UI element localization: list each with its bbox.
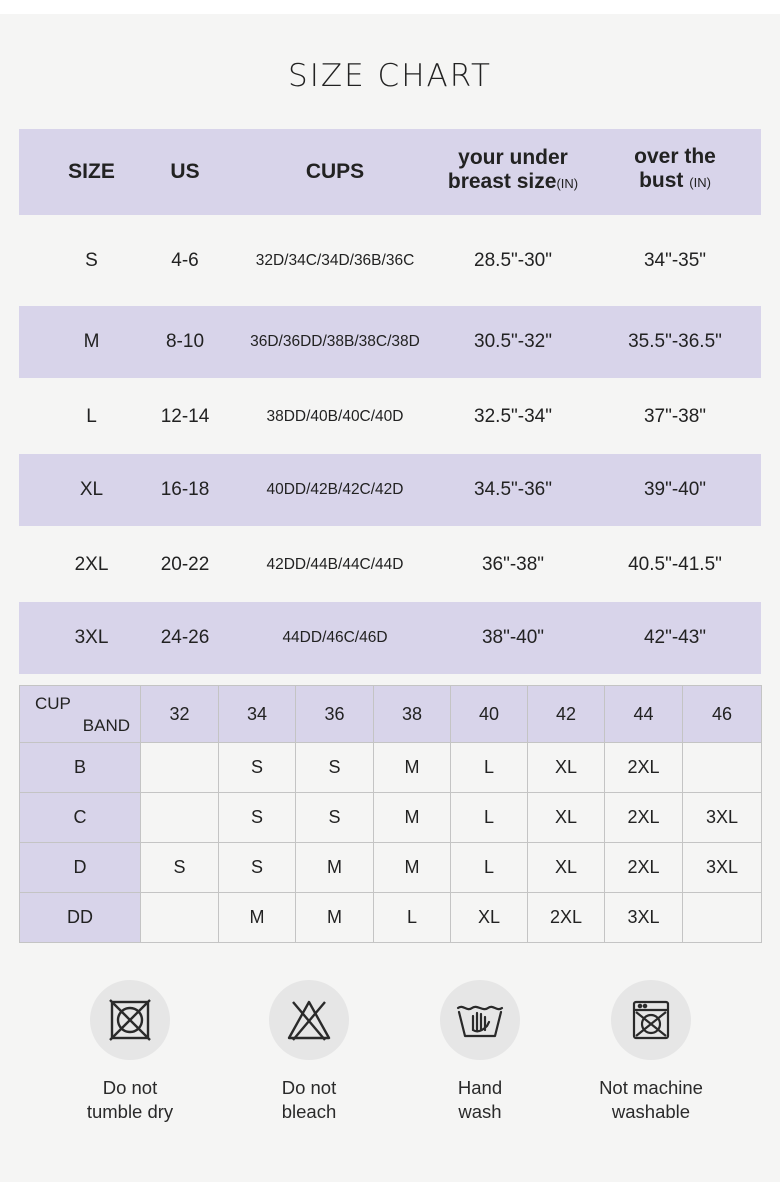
size-cell-bust: 37"-38" — [643, 406, 707, 427]
corner-band-label: BAND — [82, 716, 130, 735]
size-cell-underbust: 34.5"-36" — [474, 479, 552, 500]
size-cell-size: L — [86, 406, 97, 427]
size-cell-underbust: 30.5"-32" — [474, 331, 552, 352]
size-cell-bust: 35.5"-36.5" — [628, 331, 722, 352]
size-cell-cups: 40DD/42B/42C/42D — [266, 481, 404, 498]
size-cell-us: 12-14 — [160, 406, 210, 427]
grid-cell — [683, 893, 762, 943]
grid-cell: 3XL — [605, 893, 683, 943]
grid-cell: M — [374, 743, 451, 793]
size-cell-cups: 44DD/46C/46D — [282, 629, 388, 646]
grid-cell — [141, 793, 219, 843]
grid-cell: XL — [528, 743, 605, 793]
size-row — [19, 454, 761, 526]
cup-row-header: B — [20, 743, 141, 793]
grid-cell: L — [451, 743, 528, 793]
grid-corner — [20, 686, 141, 743]
care-circle — [269, 980, 349, 1060]
care-circle — [611, 980, 691, 1060]
grid-cell — [683, 743, 762, 793]
care-circle — [90, 980, 170, 1060]
grid-cell: M — [374, 793, 451, 843]
size-cell-bust: 34"-35" — [643, 249, 707, 271]
grid-row — [20, 843, 762, 893]
band-header: 36 — [296, 686, 374, 743]
size-cell-us: 20-22 — [160, 554, 210, 575]
grid-cell: 3XL — [683, 843, 762, 893]
care-no-tumble-dry — [35, 980, 225, 1124]
care-label-line2: wash — [458, 1101, 502, 1122]
grid-cell: L — [451, 793, 528, 843]
header-bust: over the bust (IN) — [634, 145, 716, 192]
grid-cell: S — [141, 843, 219, 893]
care-no-machine-wash — [556, 980, 746, 1124]
size-cell-bust: 40.5"-41.5" — [628, 554, 722, 575]
grid-cell: XL — [528, 843, 605, 893]
header-underbust: your under breast size(IN) — [447, 146, 579, 193]
header-size: SIZE — [68, 160, 115, 183]
grid-cell: S — [296, 793, 374, 843]
size-cell-underbust: 36"-38" — [481, 554, 545, 575]
grid-row — [20, 743, 762, 793]
band-header: 32 — [141, 686, 219, 743]
grid-cell: M — [296, 843, 374, 893]
header-underbust-unit: (IN) — [556, 176, 579, 191]
corner-cup-label: CUP — [35, 694, 71, 713]
grid-cell: 3XL — [683, 793, 762, 843]
grid-cell: S — [296, 743, 374, 793]
grid-cell: S — [219, 843, 296, 893]
band-header: 44 — [605, 686, 683, 743]
grid-cell: M — [219, 893, 296, 943]
size-cell-us: 24-26 — [160, 627, 210, 648]
care-label-line1: Do not — [281, 1077, 337, 1098]
cup-row-header: D — [20, 843, 141, 893]
size-row — [19, 215, 761, 306]
size-row — [19, 602, 761, 674]
band-header: 38 — [374, 686, 451, 743]
size-cell-size: S — [85, 249, 98, 271]
size-cell-size: M — [83, 331, 100, 352]
size-cell-underbust: 38"-40" — [481, 627, 545, 648]
size-cell-us: 8-10 — [165, 331, 205, 352]
care-label-line1: Hand — [457, 1077, 503, 1098]
grid-cell: L — [374, 893, 451, 943]
cup-band-grid — [19, 685, 762, 943]
grid-cell: XL — [528, 793, 605, 843]
grid-cell: 2XL — [528, 893, 605, 943]
grid-row — [20, 893, 762, 943]
size-cell-cups: 38DD/40B/40C/40D — [266, 408, 404, 425]
page-title: SIZE CHART — [288, 58, 492, 94]
header-cups: CUPS — [305, 160, 365, 183]
no-tumble-dry-icon — [108, 998, 152, 1042]
size-cell-cups: 36D/36DD/38B/38C/38D — [250, 333, 420, 350]
size-cell-us: 4-6 — [171, 249, 199, 271]
size-cell-underbust: 32.5"-34" — [474, 406, 552, 427]
grid-cell: M — [296, 893, 374, 943]
grid-cell — [141, 893, 219, 943]
size-row — [19, 528, 761, 602]
grid-cell: XL — [451, 893, 528, 943]
care-label-line2: washable — [611, 1101, 691, 1122]
grid-cell: 2XL — [605, 793, 683, 843]
grid-cell: 2XL — [605, 743, 683, 793]
size-row — [19, 380, 761, 454]
size-table-header — [19, 129, 761, 215]
size-chart-page — [0, 14, 780, 1182]
size-cell-cups: 32D/34C/34D/36B/36C — [255, 251, 415, 269]
grid-cell: L — [451, 843, 528, 893]
size-cell-bust: 39"-40" — [643, 479, 707, 500]
cup-row-header: DD — [20, 893, 141, 943]
no-bleach-icon — [285, 998, 333, 1042]
care-no-bleach — [214, 980, 404, 1124]
grid-cell: S — [219, 743, 296, 793]
grid-cell: 2XL — [605, 843, 683, 893]
band-header: 42 — [528, 686, 605, 743]
size-cell-us: 16-18 — [160, 479, 210, 500]
care-label-line2: tumble dry — [86, 1101, 174, 1122]
band-header: 40 — [451, 686, 528, 743]
cup-row-header: C — [20, 793, 141, 843]
care-circle — [440, 980, 520, 1060]
grid-cell: S — [219, 793, 296, 843]
hand-wash-icon — [455, 1000, 505, 1040]
care-hand-wash — [385, 980, 575, 1124]
size-cell-size: 3XL — [74, 627, 109, 648]
size-cell-cups: 42DD/44B/44C/44D — [266, 556, 404, 573]
grid-cell: M — [374, 843, 451, 893]
care-label-line1: Do not — [102, 1077, 158, 1098]
size-cell-bust: 42"-43" — [643, 627, 707, 648]
size-cell-size: XL — [79, 479, 104, 500]
header-bust-unit: (IN) — [689, 175, 711, 190]
care-label-line1: Not machine — [599, 1077, 703, 1098]
size-cell-size: 2XL — [74, 554, 109, 575]
grid-cell — [141, 743, 219, 793]
size-cell-underbust: 28.5"-30" — [474, 249, 552, 271]
size-row — [19, 306, 761, 378]
no-machine-wash-icon — [630, 998, 672, 1042]
band-header: 34 — [219, 686, 296, 743]
header-us: US — [170, 160, 200, 183]
grid-header-row — [20, 686, 762, 743]
grid-row — [20, 793, 762, 843]
care-label-line2: bleach — [281, 1101, 337, 1122]
band-header: 46 — [683, 686, 762, 743]
